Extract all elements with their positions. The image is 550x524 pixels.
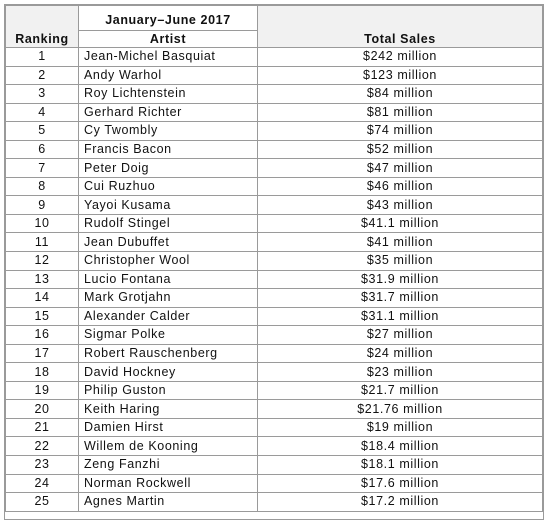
table-row: [6, 85, 543, 104]
sales-ranking-table: [5, 5, 543, 512]
total-sales-column-header: Total Sales: [258, 31, 543, 48]
sales-cell: $27 million: [258, 326, 543, 345]
sales-cell: $24 million: [258, 344, 543, 363]
sales-cell: $242 million: [258, 48, 543, 67]
artist-cell: Alexander Calder: [79, 307, 258, 326]
table-row: [6, 140, 543, 159]
period-row: [6, 6, 543, 31]
table-row: [6, 344, 543, 363]
rank-cell: 14: [6, 289, 79, 308]
rank-cell: 16: [6, 326, 79, 345]
table-row: [6, 252, 543, 271]
sales-cell: $41.1 million: [258, 214, 543, 233]
artist-cell: Francis Bacon: [79, 140, 258, 159]
table-row: [6, 48, 543, 67]
table-row: [6, 456, 543, 475]
sales-cell: $23 million: [258, 363, 543, 382]
sales-cell: $74 million: [258, 122, 543, 141]
header-row: [6, 31, 543, 48]
artist-cell: David Hockney: [79, 363, 258, 382]
rank-cell: 15: [6, 307, 79, 326]
sales-cell: $46 million: [258, 177, 543, 196]
rank-cell: 18: [6, 363, 79, 382]
table-row: [6, 326, 543, 345]
rank-cell: 20: [6, 400, 79, 419]
period-blank-right: [258, 6, 543, 31]
sales-cell: $81 million: [258, 103, 543, 122]
table-row: [6, 270, 543, 289]
rank-cell: 7: [6, 159, 79, 178]
sales-cell: $31.7 million: [258, 289, 543, 308]
artist-cell: Rudolf Stingel: [79, 214, 258, 233]
artist-cell: Yayoi Kusama: [79, 196, 258, 215]
rank-cell: 19: [6, 381, 79, 400]
sales-cell: $18.4 million: [258, 437, 543, 456]
rank-cell: 1: [6, 48, 79, 67]
artist-cell: Keith Haring: [79, 400, 258, 419]
sales-cell: $47 million: [258, 159, 543, 178]
artist-cell: Robert Rauschenberg: [79, 344, 258, 363]
sales-cell: $41 million: [258, 233, 543, 252]
artist-cell: Willem de Kooning: [79, 437, 258, 456]
artist-cell: Gerhard Richter: [79, 103, 258, 122]
artist-cell: Philip Guston: [79, 381, 258, 400]
table-row: [6, 400, 543, 419]
sales-cell: $19 million: [258, 418, 543, 437]
table-row: [6, 177, 543, 196]
sales-cell: $17.2 million: [258, 493, 543, 512]
rank-cell: 3: [6, 85, 79, 104]
rank-cell: 4: [6, 103, 79, 122]
table-row: [6, 381, 543, 400]
artist-cell: Damien Hirst: [79, 418, 258, 437]
sales-cell: $52 million: [258, 140, 543, 159]
rank-cell: 5: [6, 122, 79, 141]
artist-cell: Sigmar Polke: [79, 326, 258, 345]
sales-cell: $21.7 million: [258, 381, 543, 400]
artist-cell: Roy Lichtenstein: [79, 85, 258, 104]
rank-cell: 6: [6, 140, 79, 159]
rank-cell: 2: [6, 66, 79, 85]
rank-cell: 9: [6, 196, 79, 215]
rank-cell: 22: [6, 437, 79, 456]
artist-cell: Cy Twombly: [79, 122, 258, 141]
artist-cell: Jean Dubuffet: [79, 233, 258, 252]
table-row: [6, 122, 543, 141]
rank-cell: 21: [6, 418, 79, 437]
table-row: [6, 196, 543, 215]
rank-cell: 25: [6, 493, 79, 512]
sales-cell: $35 million: [258, 252, 543, 271]
rank-cell: 23: [6, 456, 79, 475]
sales-cell: $31.9 million: [258, 270, 543, 289]
table-row: [6, 159, 543, 178]
sales-cell: $21.76 million: [258, 400, 543, 419]
artist-column-header: Artist: [79, 31, 258, 48]
sales-cell: $17.6 million: [258, 474, 543, 493]
artist-cell: Peter Doig: [79, 159, 258, 178]
table-body: [6, 48, 543, 512]
rank-cell: 11: [6, 233, 79, 252]
artist-cell: Christopher Wool: [79, 252, 258, 271]
table-row: [6, 214, 543, 233]
table-row: [6, 289, 543, 308]
rank-cell: 10: [6, 214, 79, 233]
sales-cell: $84 million: [258, 85, 543, 104]
artist-cell: Lucio Fontana: [79, 270, 258, 289]
sales-cell: $123 million: [258, 66, 543, 85]
sales-ranking-table-frame: [4, 4, 544, 520]
artist-cell: Jean-Michel Basquiat: [79, 48, 258, 67]
artist-cell: Cui Ruzhuo: [79, 177, 258, 196]
rank-cell: 12: [6, 252, 79, 271]
rank-cell: 8: [6, 177, 79, 196]
table-row: [6, 307, 543, 326]
table-row: [6, 437, 543, 456]
rank-cell: 24: [6, 474, 79, 493]
rank-cell: 17: [6, 344, 79, 363]
table-row: [6, 474, 543, 493]
artist-cell: Andy Warhol: [79, 66, 258, 85]
artist-cell: Mark Grotjahn: [79, 289, 258, 308]
table-row: [6, 418, 543, 437]
period-blank-left: [6, 6, 79, 31]
period-label: January–June 2017: [79, 6, 258, 31]
table-row: [6, 66, 543, 85]
artist-cell: Norman Rockwell: [79, 474, 258, 493]
artist-cell: Agnes Martin: [79, 493, 258, 512]
table-row: [6, 493, 543, 512]
sales-cell: $43 million: [258, 196, 543, 215]
ranking-column-header: Ranking: [6, 31, 79, 48]
rank-cell: 13: [6, 270, 79, 289]
table-row: [6, 233, 543, 252]
artist-cell: Zeng Fanzhi: [79, 456, 258, 475]
table-row: [6, 103, 543, 122]
sales-cell: $31.1 million: [258, 307, 543, 326]
sales-cell: $18.1 million: [258, 456, 543, 475]
table-row: [6, 363, 543, 382]
